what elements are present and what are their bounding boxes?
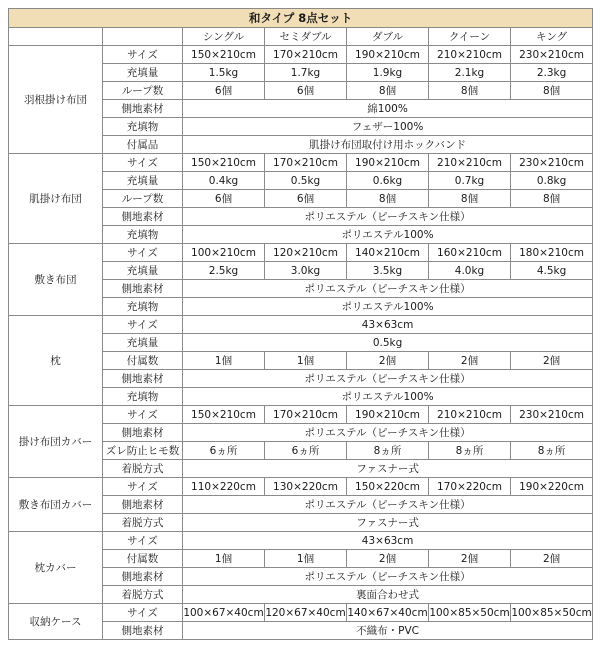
attribute-cell: 着脱方式 xyxy=(103,460,183,478)
value-cell: 130×220cm xyxy=(265,478,347,496)
value-cell: 2個 xyxy=(429,352,511,370)
attribute-cell: サイズ xyxy=(103,154,183,172)
value-cell: 120×67×40cm xyxy=(265,604,347,622)
attribute-cell: 充填量 xyxy=(103,262,183,280)
value-cell: 8個 xyxy=(511,82,593,100)
value-cell: 6ヵ所 xyxy=(183,442,265,460)
value-cell: 8個 xyxy=(347,190,429,208)
column-header-double: ダブル xyxy=(347,28,429,46)
shared-value-cell: ポリエステル（ピーチスキン仕様） xyxy=(183,280,593,298)
attribute-cell: サイズ xyxy=(103,478,183,496)
attribute-cell: 側地素材 xyxy=(103,370,183,388)
attribute-cell: ループ数 xyxy=(103,190,183,208)
value-cell: 1個 xyxy=(265,352,347,370)
value-cell: 210×210cm xyxy=(429,154,511,172)
value-cell: 170×210cm xyxy=(265,154,347,172)
value-cell: 6個 xyxy=(183,82,265,100)
value-cell: 0.8kg xyxy=(511,172,593,190)
attribute-cell: サイズ xyxy=(103,406,183,424)
table-row xyxy=(9,604,593,622)
attribute-cell: 側地素材 xyxy=(103,424,183,442)
shared-value-cell: 不織布・PVC xyxy=(183,622,593,640)
value-cell: 8ヵ所 xyxy=(511,442,593,460)
value-cell: 8個 xyxy=(347,82,429,100)
category-cell: 羽根掛け布団 xyxy=(9,46,103,154)
attribute-cell: 側地素材 xyxy=(103,208,183,226)
shared-value-cell: ポリエステル（ピーチスキン仕様） xyxy=(183,568,593,586)
attribute-cell: 着脱方式 xyxy=(103,514,183,532)
value-cell: 100×85×50cm xyxy=(511,604,593,622)
shared-value-cell: ポリエステル100% xyxy=(183,298,593,316)
value-cell: 170×210cm xyxy=(265,46,347,64)
value-cell: 110×220cm xyxy=(183,478,265,496)
attribute-cell: 充填物 xyxy=(103,118,183,136)
category-cell: 肌掛け布団 xyxy=(9,154,103,244)
shared-value-cell: フェザー100% xyxy=(183,118,593,136)
value-cell: 100×67×40cm xyxy=(183,604,265,622)
column-header-semi-double: セミダブル xyxy=(265,28,347,46)
table-row xyxy=(9,406,593,424)
value-cell: 4.5kg xyxy=(511,262,593,280)
value-cell: 150×210cm xyxy=(183,406,265,424)
value-cell: 8ヵ所 xyxy=(429,442,511,460)
value-cell: 8個 xyxy=(511,190,593,208)
attribute-cell: 充填量 xyxy=(103,334,183,352)
shared-value-cell: 0.5kg xyxy=(183,334,593,352)
attribute-cell: 充填量 xyxy=(103,64,183,82)
shared-value-cell: ポリエステル（ピーチスキン仕様） xyxy=(183,208,593,226)
title-row xyxy=(9,9,593,28)
value-cell: 2.5kg xyxy=(183,262,265,280)
attribute-cell: サイズ xyxy=(103,244,183,262)
attribute-cell: 側地素材 xyxy=(103,622,183,640)
value-cell: 230×210cm xyxy=(511,154,593,172)
shared-value-cell: ファスナー式 xyxy=(183,514,593,532)
attribute-cell: 側地素材 xyxy=(103,100,183,118)
value-cell: 2個 xyxy=(347,550,429,568)
value-cell: 100×85×50cm xyxy=(429,604,511,622)
value-cell: 8個 xyxy=(429,190,511,208)
value-cell: 140×67×40cm xyxy=(347,604,429,622)
value-cell: 140×210cm xyxy=(347,244,429,262)
value-cell: 230×210cm xyxy=(511,406,593,424)
shared-value-cell: ポリエステル（ピーチスキン仕様） xyxy=(183,496,593,514)
attribute-cell: 充填物 xyxy=(103,298,183,316)
value-cell: 1.5kg xyxy=(183,64,265,82)
attribute-cell: 充填量 xyxy=(103,172,183,190)
value-cell: 160×210cm xyxy=(429,244,511,262)
value-cell: 100×210cm xyxy=(183,244,265,262)
shared-value-cell: ポリエステル（ピーチスキン仕様） xyxy=(183,424,593,442)
shared-value-cell: ポリエステル100% xyxy=(183,226,593,244)
value-cell: 190×220cm xyxy=(511,478,593,496)
shared-value-cell: ポリエステル（ピーチスキン仕様） xyxy=(183,370,593,388)
attribute-cell: 充填物 xyxy=(103,226,183,244)
attribute-cell: 着脱方式 xyxy=(103,586,183,604)
value-cell: 6個 xyxy=(265,190,347,208)
value-cell: 1個 xyxy=(183,352,265,370)
shared-value-cell: 43×63cm xyxy=(183,316,593,334)
value-cell: 170×220cm xyxy=(429,478,511,496)
value-cell: 4.0kg xyxy=(429,262,511,280)
value-cell: 0.4kg xyxy=(183,172,265,190)
column-header-row xyxy=(9,28,593,46)
value-cell: 0.6kg xyxy=(347,172,429,190)
attribute-cell: サイズ xyxy=(103,46,183,64)
value-cell: 210×210cm xyxy=(429,406,511,424)
value-cell: 6個 xyxy=(183,190,265,208)
attribute-cell: ループ数 xyxy=(103,82,183,100)
attribute-cell: 側地素材 xyxy=(103,496,183,514)
attribute-cell: サイズ xyxy=(103,604,183,622)
value-cell: 0.7kg xyxy=(429,172,511,190)
attribute-cell: 側地素材 xyxy=(103,280,183,298)
table-title: 和タイプ 8点セット xyxy=(9,9,593,28)
value-cell: 0.5kg xyxy=(265,172,347,190)
value-cell: 1.9kg xyxy=(347,64,429,82)
shared-value-cell: ファスナー式 xyxy=(183,460,593,478)
attribute-cell: 側地素材 xyxy=(103,568,183,586)
value-cell: 3.5kg xyxy=(347,262,429,280)
value-cell: 6ヵ所 xyxy=(265,442,347,460)
value-cell: 1個 xyxy=(183,550,265,568)
attribute-cell: サイズ xyxy=(103,532,183,550)
value-cell: 170×210cm xyxy=(265,406,347,424)
value-cell: 1個 xyxy=(265,550,347,568)
table-row xyxy=(9,478,593,496)
shared-value-cell: 裏面合わせ式 xyxy=(183,586,593,604)
category-cell: 枕 xyxy=(9,316,103,406)
category-cell: 敷き布団 xyxy=(9,244,103,316)
header-blank-attribute xyxy=(103,28,183,46)
value-cell: 150×220cm xyxy=(347,478,429,496)
value-cell: 190×210cm xyxy=(347,406,429,424)
category-cell: 枕カバー xyxy=(9,532,103,604)
attribute-cell: 付属数 xyxy=(103,352,183,370)
category-cell: 掛け布団カバー xyxy=(9,406,103,478)
value-cell: 1.7kg xyxy=(265,64,347,82)
attribute-cell: 付属数 xyxy=(103,550,183,568)
value-cell: 2.3kg xyxy=(511,64,593,82)
value-cell: 2個 xyxy=(347,352,429,370)
column-header-king: キング xyxy=(511,28,593,46)
value-cell: 120×210cm xyxy=(265,244,347,262)
column-header-single: シングル xyxy=(183,28,265,46)
shared-value-cell: 43×63cm xyxy=(183,532,593,550)
value-cell: 150×210cm xyxy=(183,46,265,64)
value-cell: 2個 xyxy=(511,352,593,370)
header-blank-category xyxy=(9,28,103,46)
value-cell: 8ヵ所 xyxy=(347,442,429,460)
attribute-cell: ズレ防止ヒモ数 xyxy=(103,442,183,460)
table-row xyxy=(9,532,593,550)
table-row xyxy=(9,316,593,334)
value-cell: 210×210cm xyxy=(429,46,511,64)
value-cell: 230×210cm xyxy=(511,46,593,64)
value-cell: 180×210cm xyxy=(511,244,593,262)
value-cell: 3.0kg xyxy=(265,262,347,280)
value-cell: 6個 xyxy=(265,82,347,100)
value-cell: 190×210cm xyxy=(347,46,429,64)
spec-table xyxy=(8,8,593,640)
table-row xyxy=(9,244,593,262)
shared-value-cell: 肌掛け布団取付け用ホックバンド xyxy=(183,136,593,154)
value-cell: 2.1kg xyxy=(429,64,511,82)
value-cell: 2個 xyxy=(511,550,593,568)
attribute-cell: サイズ xyxy=(103,316,183,334)
attribute-cell: 充填物 xyxy=(103,388,183,406)
attribute-cell: 付属品 xyxy=(103,136,183,154)
value-cell: 190×210cm xyxy=(347,154,429,172)
value-cell: 150×210cm xyxy=(183,154,265,172)
category-cell: 収納ケース xyxy=(9,604,103,640)
value-cell: 2個 xyxy=(429,550,511,568)
category-cell: 敷き布団カバー xyxy=(9,478,103,532)
spec-body xyxy=(9,46,593,640)
value-cell: 8個 xyxy=(429,82,511,100)
table-row xyxy=(9,154,593,172)
shared-value-cell: ポリエステル100% xyxy=(183,388,593,406)
shared-value-cell: 綿100% xyxy=(183,100,593,118)
column-header-queen: クイーン xyxy=(429,28,511,46)
table-row xyxy=(9,46,593,64)
